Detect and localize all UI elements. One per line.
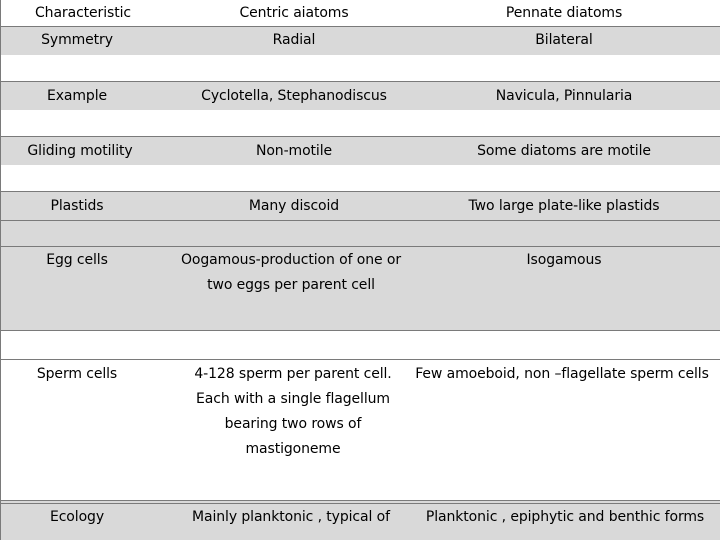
table-row (0, 247, 720, 330)
row-centric: Oogamous-production of one or two eggs per parent cell (181, 252, 401, 293)
row-pennate: Two large plate-like plastids (468, 198, 660, 214)
row-characteristic: Example (46, 88, 108, 104)
row-pennate: Navicula, Pinnularia (495, 88, 633, 104)
row-pennate: Planktonic , epiphytic and benthic forms (425, 509, 705, 525)
table-row (0, 137, 720, 165)
row-characteristic: Gliding motility (27, 143, 133, 159)
table-row (0, 360, 720, 500)
row-centric: Cyclotella, Stephanodiscus (201, 88, 387, 104)
row-characteristic: Sperm cells (36, 366, 118, 382)
row-pennate: Bilateral (535, 32, 593, 48)
row-centric: Mainly planktonic , typical of (192, 509, 390, 525)
header-characteristic: Characteristic (35, 5, 131, 21)
row-centric: 4-128 sperm per parent cell. Each with a single flagellum bearing two rows of mastigoneme (194, 366, 392, 457)
row-characteristic: Symmetry (41, 32, 113, 48)
row-spacer (0, 165, 720, 192)
row-spacer (0, 55, 720, 82)
table-row (0, 27, 720, 55)
row-characteristic: Plastids (50, 198, 104, 214)
header-row (0, 0, 720, 27)
row-centric: Many discoid (248, 198, 340, 214)
table-row (0, 504, 720, 540)
row-spacer (0, 110, 720, 137)
row-characteristic: Ecology (49, 509, 105, 525)
row-centric: Radial (272, 32, 316, 48)
header-pennate: Pennate diatoms (505, 5, 623, 21)
table-left-border (0, 0, 1, 540)
row-pennate: Few amoeboid, non –flagellate sperm cells (415, 366, 709, 382)
row-centric: Non-motile (255, 143, 333, 159)
header-centric: Centric aiatoms (239, 5, 349, 21)
row-pennate: Some diatoms are motile (477, 143, 651, 159)
row-spacer (0, 330, 720, 360)
table-row (0, 192, 720, 220)
table-row (0, 82, 720, 110)
row-characteristic: Egg cells (46, 252, 108, 268)
row-pennate: Isogamous (526, 252, 602, 268)
row-spacer (0, 220, 720, 247)
